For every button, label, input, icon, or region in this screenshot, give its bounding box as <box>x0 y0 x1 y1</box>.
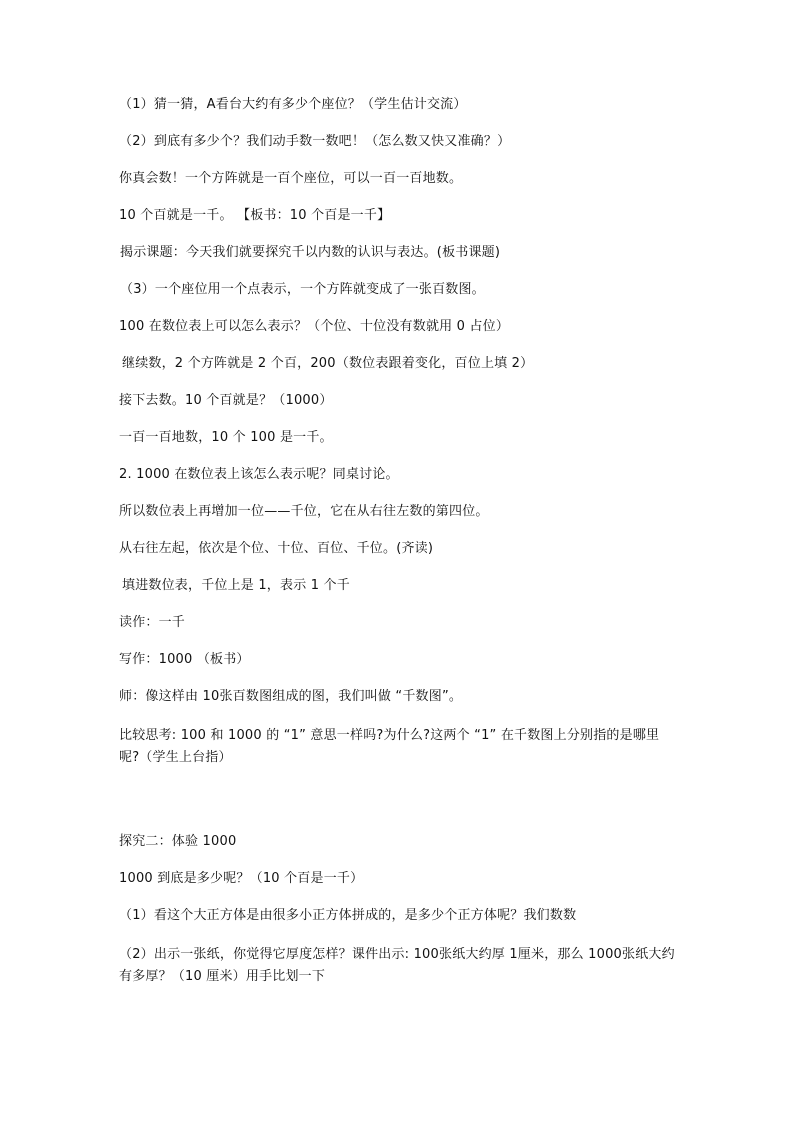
paragraph-paper-thickness: （2）出示一张纸，你觉得它厚度怎样？课件出示: 100张纸大约厚 1厘米，那么 1000张纸大约有多厚？（10 厘米）用手比划一下 <box>119 947 675 984</box>
paragraph-thousand-chart: 师：像这样由 10张百数图组成的图，我们叫做 “千数图”。 <box>119 689 463 704</box>
paragraph-large-cube: （1）看这个大正方体是由很多小正方体拼成的，是多少个正方体呢？我们数数 <box>119 908 577 923</box>
paragraph-place-value-discussion: 2. 1000 在数位表上该怎么表示呢？同桌讨论。 <box>119 467 399 482</box>
section-heading-experience-1000: 探究二：体验 1000 <box>119 834 237 849</box>
paragraph-fill-table: 填进数位表，千位上是 1，表示 1 个千 <box>122 578 350 593</box>
section-spacer <box>119 788 679 833</box>
document-body <box>119 96 679 1007</box>
paragraph-place-value-100: 100 在数位表上可以怎么表示？（个位、十位没有数就用 0 占位） <box>119 319 510 334</box>
paragraph-count-by-hundreds: 一百一百地数，10 个 100 是一千。 <box>119 430 333 445</box>
paragraph-thousands-place: 所以数位表上再增加一位——千位，它在从右往左数的第四位。 <box>119 504 489 519</box>
paragraph-read-as: 读作：一千 <box>119 615 186 630</box>
paragraph-compare-ones: 比较思考: 100 和 1000 的 “1” 意思一样吗?为什么?这两个 “1” 在千数图上分别指的是哪里呢?（学生上台指） <box>119 728 660 765</box>
paragraph-continue-counting: 继续数，2 个方阵就是 2 个百，200（数位表跟着变化，百位上填 2） <box>122 356 534 371</box>
paragraph-how-much-1000: 1000 到底是多少呢？（10 个百是一千） <box>119 871 364 886</box>
paragraph-praise-counting: 你真会数！一个方阵就是一百个座位，可以一百一百地数。 <box>119 171 463 186</box>
paragraph-next-count: 接下去数。10 个百就是？（1000） <box>119 393 333 408</box>
paragraph-write-as: 写作：1000 （板书） <box>119 652 250 667</box>
paragraph-count-seats: （2）到底有多少个？我们动手数一数吧！（怎么数又快又准确？） <box>119 134 511 149</box>
paragraph-dot-representation: （3）一个座位用一个点表示，一个方阵就变成了一张百数图。 <box>120 282 485 297</box>
paragraph-reveal-topic: 揭示课题：今天我们就要探究千以内数的认识与表达。(板书课题) <box>120 245 501 260</box>
paragraph-place-order: 从右往左起，依次是个位、十位、百位、千位。(齐读) <box>119 541 434 556</box>
paragraph-ten-hundreds: 10 个百就是一千。 【板书：10 个百是一千】 <box>119 208 391 223</box>
paragraph-guess-seats: （1）猜一猜，A看台大约有多少个座位？（学生估计交流） <box>119 97 467 112</box>
